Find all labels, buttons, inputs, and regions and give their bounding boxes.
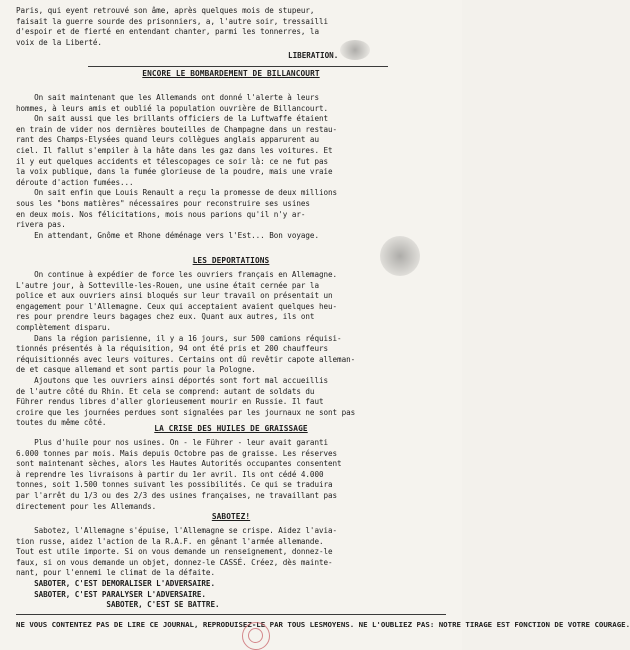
text-line: police et aux ouvriers ainsi bloqués sur leur travail on présentait un [16, 291, 333, 301]
text-line: L'autre jour, à Sotteville-les-Rouen, une usine était cernée par la [16, 280, 319, 290]
archive-stamp [242, 622, 270, 650]
text-line: Plus d'huile pour nos usines. On - le Führer - leur avait garanti [16, 438, 329, 447]
section-body-billancourt [16, 93, 446, 241]
text-line: faux, si on vous demande un objet, donnez-le CASSÉ. Créez, dès mainte- [16, 557, 333, 567]
section-title-deportations: LES DEPORTATIONS [192, 256, 270, 265]
footer-appeal [16, 620, 630, 630]
text-line: faisait la guerre sourde des prisonniers, a, l'autre soir, tressailli [16, 16, 329, 26]
text-line: de l'autre côté du Rhin. Et cela se comprend: autant de soldats du [16, 386, 315, 396]
section-body-sabotez [16, 526, 446, 579]
text-line: Paris, qui eyent retrouvé son âme, après quelques mois de stupeur, [16, 6, 315, 15]
text-line: Tout est utile importe. Si on vous demande un renseignement, donnez-le [16, 547, 333, 557]
text-line: réquisitionnés avec leurs voitures. Certains ont dû revêtir capote alleman- [16, 354, 356, 364]
text-line: Sabotez, l'Allemagne s'épuise, l'Allemagne se crispe. Aidez l'avia- [16, 526, 338, 535]
text-line: il y eut quelques accidents et télescopages ce soir là: ce ne fut pas [16, 156, 329, 166]
text-line: déroute d'action fumées... [16, 177, 134, 187]
text-line: SABOTER, C'EST DEMORALISER L'ADVERSAIRE. [16, 579, 215, 588]
text-line: NE VOUS CONTENTEZ PAS DE LIRE CE JOURNAL, REPRODUISEZ-LE PAR TOUS LES [16, 620, 324, 629]
text-line: sous les "bons matières" nécessaires pour reconstruire ses usines [16, 198, 310, 208]
section-body-crise-huiles [16, 438, 446, 512]
text-line: ciel. Il fallut s'empiler à la hâte dans les gaz dans les voitures. Et [16, 145, 333, 155]
text-line: sont maintenant sèches, alors les Hautes Autorités occupantes consentent [16, 459, 342, 469]
text-line: toutes du même côté. [16, 418, 107, 428]
text-line: de et casque allemand et sont partis pour la Pologne. [16, 365, 256, 375]
text-line: MOYENS. NE L'OUBLIEZ PAS: NOTRE TIRAGE EST FONCTION DE VOTRE COURAGE. [323, 620, 630, 629]
text-line: Dans la région parisienne, il y a 16 jours, sur 500 camions réquisi- [16, 333, 342, 343]
text-line: tionnés présentés à la réquisition, 94 ont été pris et 200 chauffeurs [16, 344, 329, 354]
text-line: la voix publique, dans la fumée glorieuse de la poudre, mais une vraie [16, 167, 333, 177]
section-title-billancourt: ENCORE LE BOMBARDEMENT DE BILLANCOURT [142, 69, 320, 78]
text-line: hommes, à leurs amis et oublié la population ouvrière de Billancourt. [16, 103, 329, 113]
divider-rule [88, 66, 388, 67]
text-line: par l'arrêt du 1/3 ou des 2/3 des usines françaises, ne travaillant pas [16, 490, 338, 500]
section-body-deportations [16, 270, 446, 429]
intro-paragraph [16, 6, 446, 48]
text-line: engagement pour l'Allemagne. Ceux qui acceptaient avaient quelques heu- [16, 301, 338, 311]
text-line: rivera pas. [16, 220, 66, 230]
text-line: croire que les journées perdues sont signalées par les journaux ne sont pas [16, 407, 356, 417]
intro-signature: LIBERATION. [288, 51, 339, 60]
text-line: d'espoir et de fierté en entendant chanter, parmi les tonnerres, la [16, 27, 319, 37]
text-line: tonnes, soit 1.500 tonnes suivant les possibilités. Ce qui se traduira [16, 480, 333, 490]
divider-rule [16, 614, 446, 615]
text-line: En attendant, Gnôme et Rhone déménage vers l'Est... Bon voyage. [16, 230, 319, 240]
text-line: rant des Champs-Elysées quand leurs collègues anglais apparurent au [16, 135, 319, 145]
text-line: en train de vider nos dernières bouteilles de Champagne dans un restau- [16, 124, 338, 134]
text-line: On sait enfin que Louis Renault a reçu la promesse de deux millions [16, 188, 338, 198]
section-title-sabotez: SABOTEZ! [211, 512, 251, 521]
text-line: SABOTER, C'EST SE BATTRE. [16, 600, 220, 610]
text-line: On continue à expédier de force les ouvriers français en Allemagne. [16, 270, 338, 279]
text-line: complètement disparu. [16, 322, 111, 332]
text-line: Führer rendus libres d'aller glorieusement mourir en Russie. Il faut [16, 397, 324, 407]
text-line: Ajoutons que les ouvriers ainsi déportés sont fort mal accueillis [16, 375, 329, 385]
text-line: voix de la Liberté. [16, 37, 102, 47]
sabotage-slogans [16, 579, 446, 611]
text-line: 6.000 tonnes par mois. Mais depuis Octobre pas de graisse. Les réserves [16, 448, 338, 458]
text-line: On sait aussi que les brillants officiers de la Luftwaffe étaient [16, 114, 329, 124]
section-title-crise-huiles: LA CRISE DES HUILES DE GRAISSAGE [154, 424, 308, 433]
text-line: en deux mois. Nos félicitations, mois nous parions qu'il n'y ar- [16, 209, 306, 219]
text-line: On sait maintenant que les Allemands ont donné l'alerte à leurs [16, 93, 319, 102]
text-line: res pour prendre leurs bagages chez eux. Quant aux autres, ils ont [16, 312, 315, 322]
text-line: SABOTER, C'EST PARALYSER L'ADVERSAIRE. [16, 589, 206, 599]
text-line: à reprendre les livraisons à partir du 1er avril. Ils ont cédé 4.000 [16, 469, 324, 479]
text-line: directement pour les Allemands. [16, 501, 157, 511]
text-line: nant, pour l'ennemi le climat de la défaite. [16, 568, 215, 578]
text-line: tion russe, aidez l'action de la R.A.F. en gênant l'armée allemande. [16, 536, 324, 546]
